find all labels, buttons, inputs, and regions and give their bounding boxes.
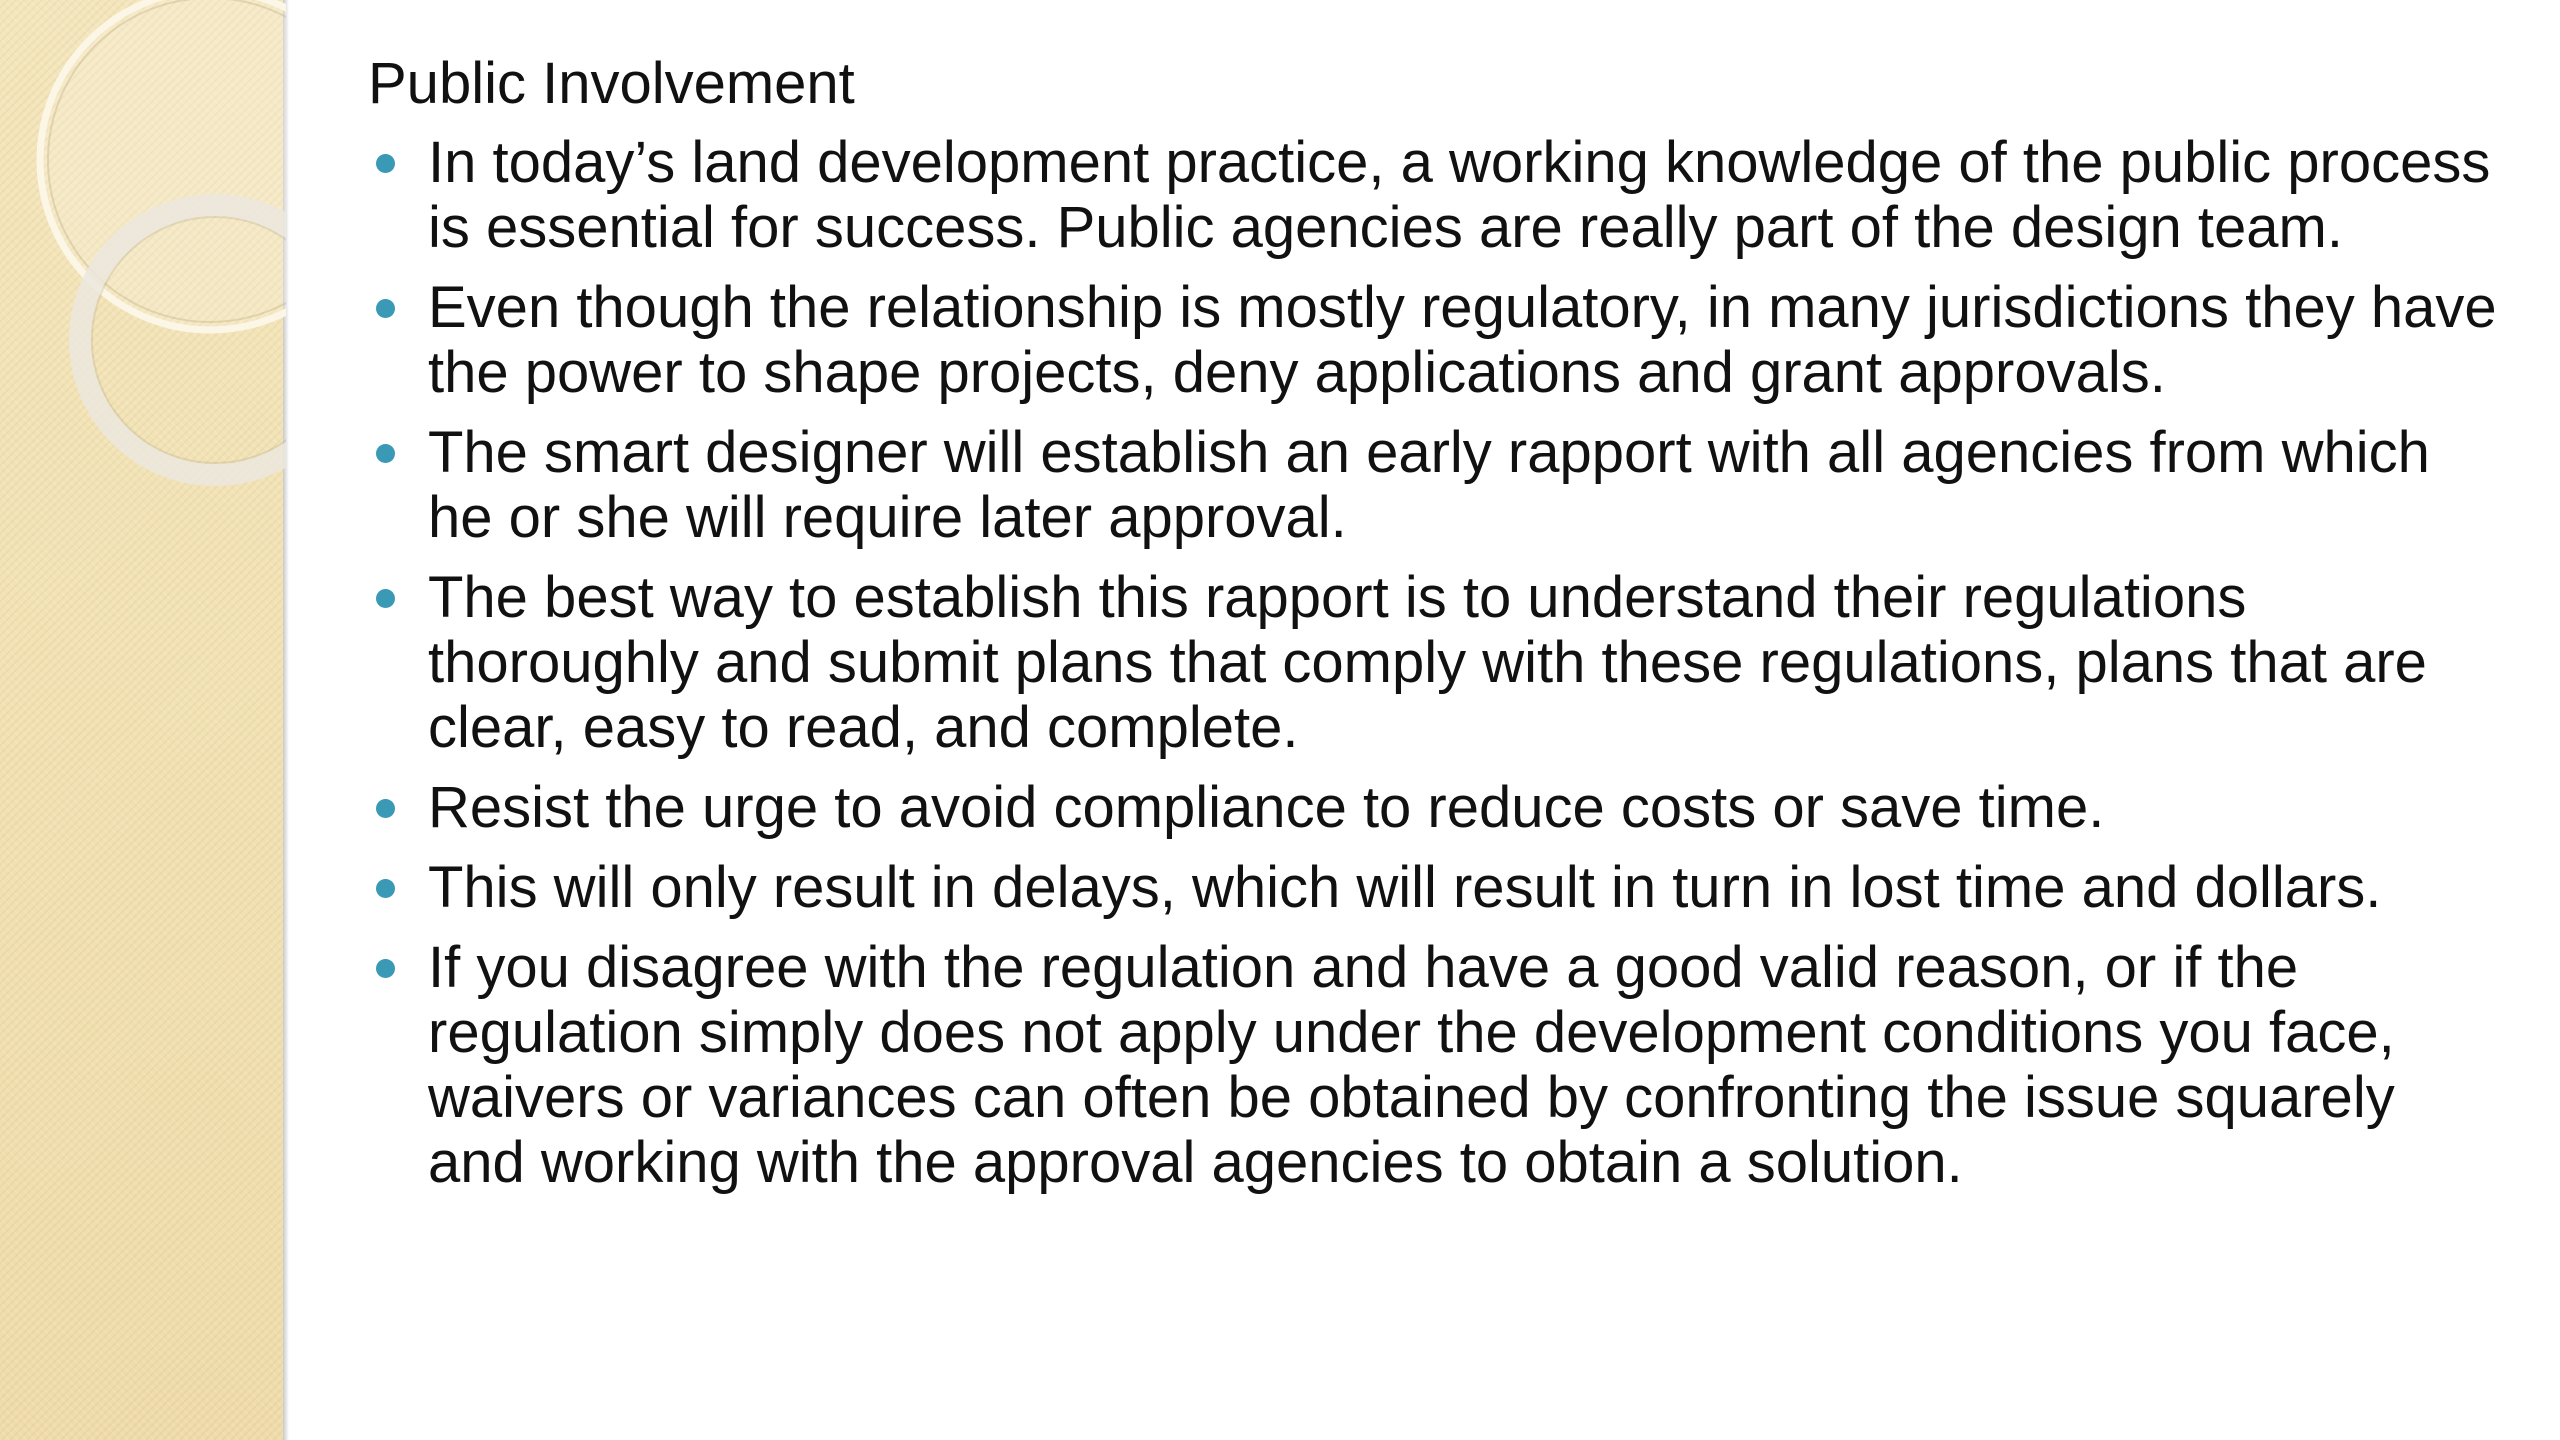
bullet-dot-icon <box>376 879 395 898</box>
bullet-text: Even though the relationship is mostly regulatory, in many jurisdictions they have the power to shape projects, deny applications and grant approvals. <box>428 275 2497 405</box>
bullet-text: The best way to establish this rapport is to understand their regulations thoroughly and submit plans that comply with these regulations, plans that are clear, easy to read, and complete. <box>428 565 2427 760</box>
bullet-item <box>368 275 2498 405</box>
bullet-item <box>368 130 2498 260</box>
bullet-item <box>368 775 2498 840</box>
bullet-text: If you disagree with the regulation and have a good valid reason, or if the regulation simply does not apply under the development conditions you face, waivers or variances can often be obtained by confronting the issue squarely and working with the approval agencies to obtain a solution. <box>428 935 2395 1195</box>
slide-content <box>368 48 2498 1210</box>
bullet-text: In today’s land development practice, a working knowledge of the public process is essential for success. Public agencies are really part of the design team. <box>428 130 2491 260</box>
bullet-list <box>368 130 2498 1195</box>
slide-title: Public Involvement <box>368 51 855 116</box>
bullet-dot-icon <box>376 154 395 173</box>
bullet-dot-icon <box>376 799 395 818</box>
bullet-dot-icon <box>376 589 395 608</box>
decorative-rings <box>0 0 289 520</box>
bullet-text: The smart designer will establish an early rapport with all agencies from which he or she will require later approval. <box>428 420 2430 550</box>
ring-large-icon <box>40 0 289 330</box>
bullet-dot-icon <box>376 444 395 463</box>
bullet-item <box>368 935 2498 1195</box>
bullet-dot-icon <box>376 299 395 318</box>
bullet-dot-icon <box>376 959 395 978</box>
bullet-item <box>368 855 2498 920</box>
bullet-text: This will only result in delays, which will result in turn in lost time and dollars. <box>428 855 2382 920</box>
bullet-item <box>368 565 2498 760</box>
bullet-text: Resist the urge to avoid compliance to reduce costs or save time. <box>428 775 2105 840</box>
bullet-item <box>368 420 2498 550</box>
